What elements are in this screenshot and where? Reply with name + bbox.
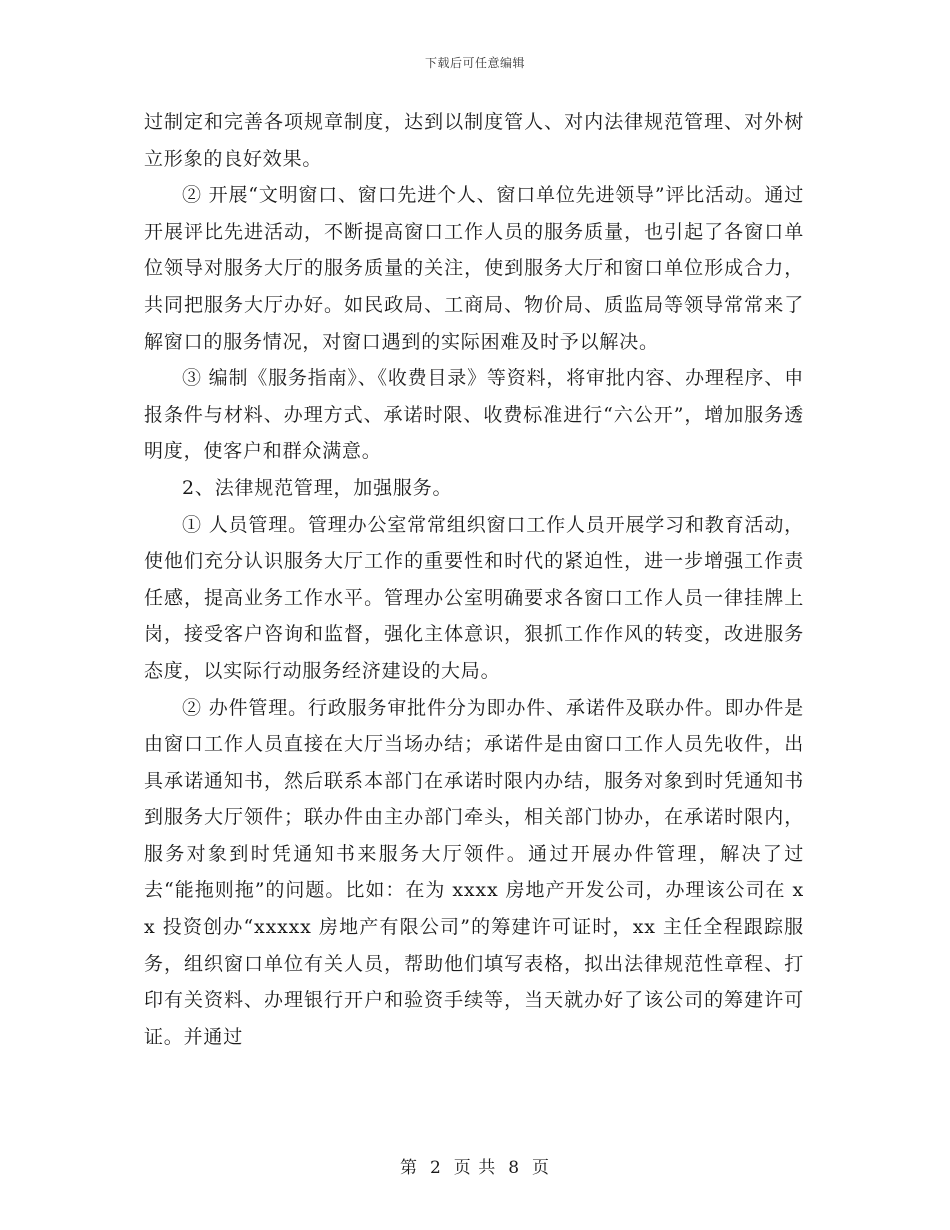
document-body: [144, 104, 804, 1055]
paragraph-item-2-case-management: ② 办件管理。行政服务审批件分为即办件、承诺件及联办件。即办件是由窗口工作人员直接在大厅当场办结；承诺件是由窗口工作人员先收件，出具承诺通知书，然后联系本部门在承诺时限内办结，服务对象到时凭通知书到服务大厅领件；联办件由主办部门牵头，相关部门协办，在承诺时限内，服务对象到时凭通知书来服务大厅领件。通过开展办件管理，解决了过去“能拖则拖”的问题。比如：在为 xxxx 房地产开发公司，办理该公司在 xx 投资创办“xxxxx 房地产有限公司”的筹建许可证时，xx 主任全程跟踪服务，组织窗口单位有关人员，帮助他们填写表格，拟出法律规范性章程、打印有关资料、办理银行开户和验资手续等，当天就办好了该公司的筹建许可证。并通过: [144, 696, 804, 1048]
footer-prefix: 第: [399, 1158, 418, 1178]
paragraph-item-3-service-guide: ③ 编制《服务指南》、《收费目录》等资料，将审批内容、办理程序、申报条件与材料、办理方式、承诺时限、收费标准进行“六公开”，增加服务透明度，使客户和群众满意。: [144, 367, 804, 463]
page-header-note: 下载后可任意编辑: [424, 56, 525, 70]
paragraph-item-2-evaluation: ② 开展“文明窗口、窗口先进个人、窗口单位先进领导”评比活动。通过开展评比先进活动，不断提高窗口工作人员的服务质量，也引起了各窗口单位领导对服务大厅的服务质量的关注，使到服务大厅和窗口单位形成合力，共同把服务大厅办好。如民政局、工商局、物价局、质监局等领导常常来了解窗口的服务情况，对窗口遇到的实际困难及时予以解决。: [144, 184, 804, 353]
footer-suffix: 页: [532, 1158, 551, 1178]
section-heading-legal-management: 2、法律规范管理，加强服务。: [182, 476, 453, 499]
total-pages-number: 8: [508, 1158, 521, 1178]
paragraph-continuation: 过制定和完善各项规章制度，达到以制度管人、对内法律规范管理、对外树立形象的良好效果。: [144, 111, 804, 170]
footer-middle: 页 共: [453, 1158, 497, 1178]
page-footer: [0, 1153, 950, 1178]
current-page-number: 2: [429, 1158, 442, 1178]
paragraph-item-1-staff-management: ① 人员管理。管理办公室常常组织窗口工作人员开展学习和教育活动，使他们充分认识服务大厅工作的重要性和时代的紧迫性，进一步增强工作责任感，提高业务工作水平。管理办公室明确要求各窗口工作人员一律挂牌上岗，接受客户咨询和监督，强化主体意识，狠抓工作作风的转变，改进服务态度，以实际行动服务经济建设的大局。: [144, 513, 804, 682]
